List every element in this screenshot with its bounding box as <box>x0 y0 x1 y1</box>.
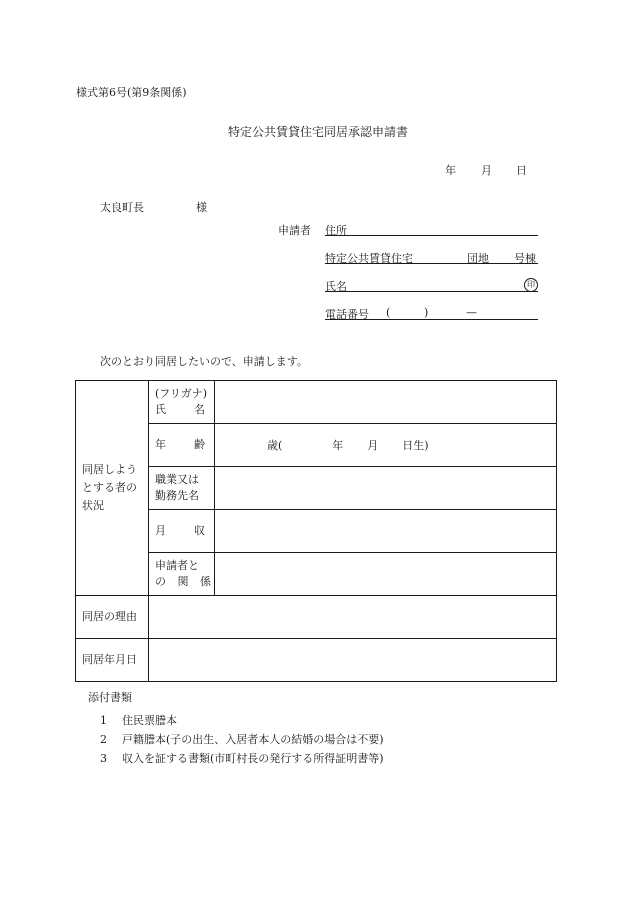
birth-month: 月 <box>367 439 379 452</box>
age-label-char-1: 年 <box>155 438 166 451</box>
attachment-item-1 <box>100 712 177 728</box>
age-row-label <box>149 424 215 467</box>
relation-char-1: の <box>155 575 166 588</box>
age-unit: 歳( <box>267 439 283 452</box>
attachment-item-2 <box>100 731 384 747</box>
name-input-cell[interactable] <box>215 381 557 424</box>
relation-input-cell[interactable] <box>215 553 557 596</box>
attachment-no: 3 <box>100 752 107 765</box>
phone-label: 電話番号 <box>325 308 369 321</box>
relation-row-label <box>149 553 215 596</box>
reason-label: 同居の理由 <box>76 596 149 639</box>
seal-mark: 印 <box>524 278 538 292</box>
income-row-label <box>149 510 215 553</box>
phone-dash: — <box>466 306 477 319</box>
housing-field[interactable] <box>325 249 538 264</box>
category-line-1: 同居しよう <box>82 463 137 476</box>
phone-open-paren: ( <box>386 306 391 319</box>
attachment-text: 戸籍謄本(子の出生、入居者本人の結婚の場合は不要) <box>122 733 384 746</box>
statement: 次のとおり同居したいので、申請します。 <box>100 355 308 368</box>
age-label-char-2: 齢 <box>194 438 205 451</box>
name-row-label <box>149 381 215 424</box>
attachments-heading: 添付書類 <box>88 691 132 704</box>
occupation-line-1: 職業又は <box>155 473 199 486</box>
address-field[interactable] <box>325 221 538 236</box>
occupation-line-2: 勤務先名 <box>155 489 199 502</box>
attachment-text: 収入を証する書類(市町村長の発行する所得証明書等) <box>122 752 384 765</box>
kana-label: (フリガナ) <box>155 387 208 400</box>
address-label: 住所 <box>325 224 347 237</box>
category-cell <box>76 381 149 596</box>
cohabit-date-input-cell[interactable] <box>149 639 557 682</box>
attachment-no: 2 <box>100 733 107 746</box>
birth-year: 年 <box>332 439 344 452</box>
category-line-3: 状況 <box>82 499 104 512</box>
date-day: 日 <box>516 164 527 177</box>
age-input-cell[interactable] <box>215 424 557 467</box>
form-number: 様式第6号(第9条関係) <box>76 86 187 99</box>
name-label: 氏名 <box>325 280 347 293</box>
applicant-label: 申請者 <box>278 224 311 237</box>
addressee-honorific: 様 <box>196 201 207 214</box>
category-line-2: とする者の <box>82 481 137 494</box>
name-field[interactable] <box>325 277 538 292</box>
housing-danchi: 団地 <box>467 252 489 265</box>
reason-input-cell[interactable] <box>149 596 557 639</box>
cohabitant-table <box>75 380 557 682</box>
occupation-row-label <box>149 467 215 510</box>
name-label-char-1: 氏 <box>155 403 166 416</box>
attachment-no: 1 <box>100 714 107 727</box>
birth-day: 日生) <box>402 439 429 452</box>
relation-char-2: 関 <box>177 575 189 588</box>
date-month: 月 <box>481 164 492 177</box>
phone-close-paren: ) <box>424 306 429 319</box>
housing-building: 号棟 <box>514 252 536 265</box>
relation-line-1: 申請者と <box>155 559 199 572</box>
form-title: 特定公共賃貸住宅同居承認申請書 <box>228 125 409 139</box>
attachment-text: 住民票謄本 <box>122 714 177 727</box>
addressee-name: 太良町長 <box>100 201 144 214</box>
housing-label: 特定公共賃貸住宅 <box>325 252 413 265</box>
attachment-item-3 <box>100 750 384 766</box>
cohabit-date-label: 同居年月日 <box>76 639 149 682</box>
phone-field[interactable] <box>325 305 538 320</box>
income-label-char-1: 月 <box>155 524 166 537</box>
occupation-input-cell[interactable] <box>215 467 557 510</box>
income-input-cell[interactable] <box>215 510 557 553</box>
income-label-char-2: 収 <box>194 524 205 537</box>
name-label-char-2: 名 <box>194 403 205 416</box>
date-year: 年 <box>445 164 456 177</box>
relation-char-3: 係 <box>200 575 211 588</box>
